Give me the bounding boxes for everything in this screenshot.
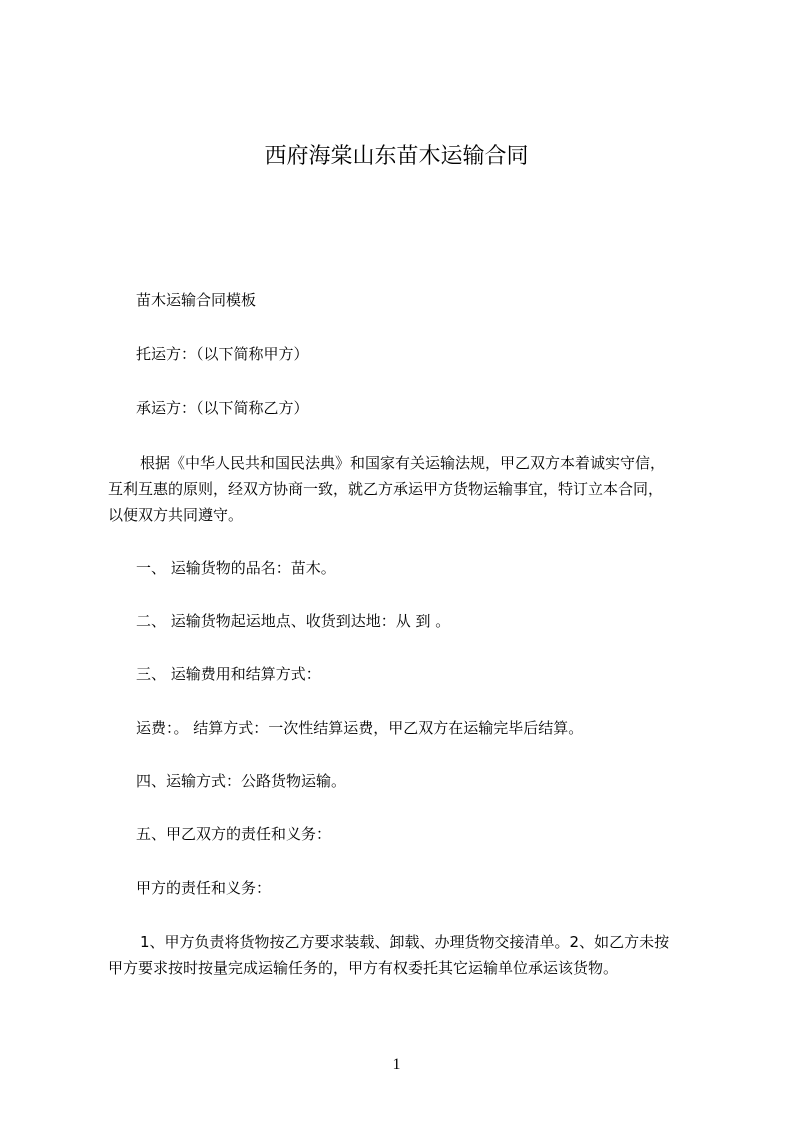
clause-5: 五、甲乙双方的责任和义务： <box>136 825 332 843</box>
clause-1: 一、 运输货物的品名：苗木。 <box>136 559 336 577</box>
duty-line-2: 甲方要求按时按量完成运输任务的，甲方有权委托其它运输单位承运该货物。 <box>108 959 619 977</box>
clause-4: 四、运输方式：公路货物运输。 <box>136 772 347 790</box>
clause-2: 二、 运输货物起运地点、收货到达地：从 到 。 <box>136 612 451 630</box>
fee-settlement-line: 运费：。 结算方式：一次性结算运费，甲乙双方在运输完毕后结算。 <box>136 719 584 737</box>
document-title: 西府海棠山东苗木运输合同 <box>264 144 529 169</box>
carrier-line: 承运方：（以下简称乙方） <box>136 399 309 417</box>
consignor-line: 托运方：（以下简称甲方） <box>136 345 309 363</box>
intro-line-1: 根据《中华人民共和国民法典》和国家有关运输法规，甲乙双方本着诚实守信， <box>140 454 666 472</box>
intro-paragraph <box>108 450 698 528</box>
page-number: 1 <box>392 1056 401 1073</box>
intro-line-2: 互利互惠的原则，经双方协商一致，就乙方承运甲方货物运输事宜，特订立本合同， <box>108 480 664 498</box>
duty-line-1: 1、甲方负责将货物按乙方要求装载、卸载、办理货物交接清单。2、如乙方未按 <box>140 933 670 951</box>
intro-line-3: 以便双方共同遵守。 <box>108 506 244 524</box>
duties-paragraph <box>108 929 698 981</box>
template-heading: 苗木运输合同模板 <box>136 291 257 309</box>
clause-3: 三、 运输费用和结算方式： <box>136 665 321 683</box>
party-a-duties-heading: 甲方的责任和义务： <box>136 879 272 897</box>
